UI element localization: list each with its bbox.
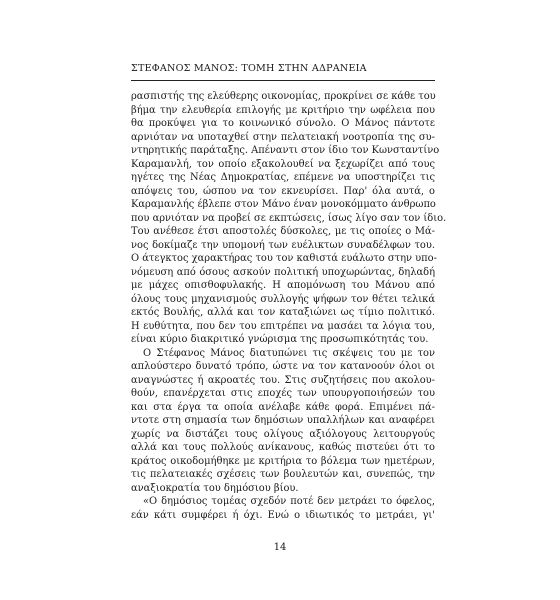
text-line: χωρίς να διστάζει τους ολίγους αξιόλογους λειτουργούς [131, 428, 435, 440]
text-line: βήμα την ελευθερία επιλογής με κριτήριο την ωφέλεια που [131, 104, 435, 116]
text-line: κράτος οικοδομήθηκε με κριτήρια το βόλεμα των ημετέρων, [131, 455, 435, 467]
text-line: με μάχες οπισθοφυλακής. Η απομόνωση του Μάνου από [131, 280, 435, 292]
text-line: και στα έργα τα οποία ανέλαβε κάθε φορά. Επιμένει πά- [131, 401, 435, 413]
text-line: Ο Στέφανος Μάνος διατυπώνει τις σκέψεις του με τον [143, 347, 435, 359]
text-line: θα προκύψει για το κοινωνικό σύνολο. Ο Μάνος πάντοτε [131, 118, 435, 130]
text-line: που αρνιόταν να προβεί σε εκπτώσεις, ίσως λίγο σαν τον ίδιο. [131, 212, 447, 224]
text-line: ρασπιστής της ελεύθερης οικονομίας, προκρίνει σε κάθε του [131, 91, 436, 102]
text-line: Ο άτεγκτος χαρακτήρας του τον καθιστά ευάλωτο στην υπο- [131, 253, 437, 265]
text-line: νος δοκίμαζε την υπομονή των ευέλικτων συναδέλφων του. [131, 239, 435, 251]
text-line: τις πελατειακές σχέσεις των βουλευτών και, συνεπώς, την [131, 469, 435, 481]
text-line: αναγνώστες ή ακροατές του. Στις συζητήσεις που ακολου- [131, 374, 435, 386]
running-header: ΣΤΕΦΑΝΟΣ ΜΑΝΟΣ: ΤΟΜΗ ΣΤΗΝ ΑΔΡΑΝΕΙΑ [131, 63, 367, 74]
text-line: ντοτε στη σημασία των δημόσιων υπαλλήλων και αναφέρει [131, 415, 435, 427]
text-line: αρνιόταν να υποταχθεί στην πελατειακή νοοτροπία της συ- [131, 131, 435, 143]
text-line: ηγέτες της Νέας Δημοκρατίας, επέμενε να υποστηρίζει τις [131, 172, 435, 184]
text-line: Του ανέθεσε έτσι αποστολές δύσκολες, με τις οποίες ο Μά- [131, 226, 435, 238]
text-line: Η ευθύτητα, που δεν του επιτρέπει να μασάει τα λόγια του, [131, 320, 435, 332]
header-rule [131, 80, 435, 81]
text-line: εκτός Βουλής, αλλά και τον καταξιώνει ως τίμιο πολιτικό. [131, 307, 435, 319]
text-line: είναι κύριο διακριτικό γνώρισμα της προσωπικότητάς του. [131, 334, 429, 346]
text-line: ντηρητικής παράταξης. Απέναντι στον ίδιο τον Κωνσταντίνο [131, 145, 440, 157]
text-line: Καραμανλή, τον οποίο εξακολουθεί να ξεχωρίζει από τους [131, 158, 435, 170]
page-number: 14 [273, 542, 287, 553]
text-line: θούν, επανέρχεται στις εποχές των υπουργοποιήσεών του [131, 388, 435, 400]
text-line: Καραμανλής έβλεπε στον Μάνο έναν μονοκόμματο άνθρωπο [131, 199, 436, 211]
text-line: απλούστερο δυνατό τρόπο, ώστε να τον κατανοούν όλοι οι [131, 361, 435, 373]
text-line: «Ο δημόσιος τομέας σχεδόν ποτέ δεν μετράει το όφελος, [143, 496, 435, 508]
text-line: αλλά και τους πολλούς ανίκανους, καθώς πιστεύει ότι το [131, 442, 435, 454]
text-line: αναξιοκρατία του δημόσιου βίου. [131, 482, 299, 494]
text-line: εάν κάτι συμφέρει ή όχι. Ενώ ο ιδιωτικός το μετράει, γι' [131, 509, 435, 521]
body-text [131, 90, 447, 523]
text-line: νόμευση από όσους ασκούν πολιτική υποχωρώντας, δηλαδή [131, 266, 435, 278]
text-line: απόψεις του, ώσπου να τον εκνευρίσει. Παρ' όλα αυτά, ο [131, 185, 435, 197]
text-line: όλους τους μηχανισμούς συλλογής ψήφων τον θέτει τελικά [131, 293, 435, 305]
